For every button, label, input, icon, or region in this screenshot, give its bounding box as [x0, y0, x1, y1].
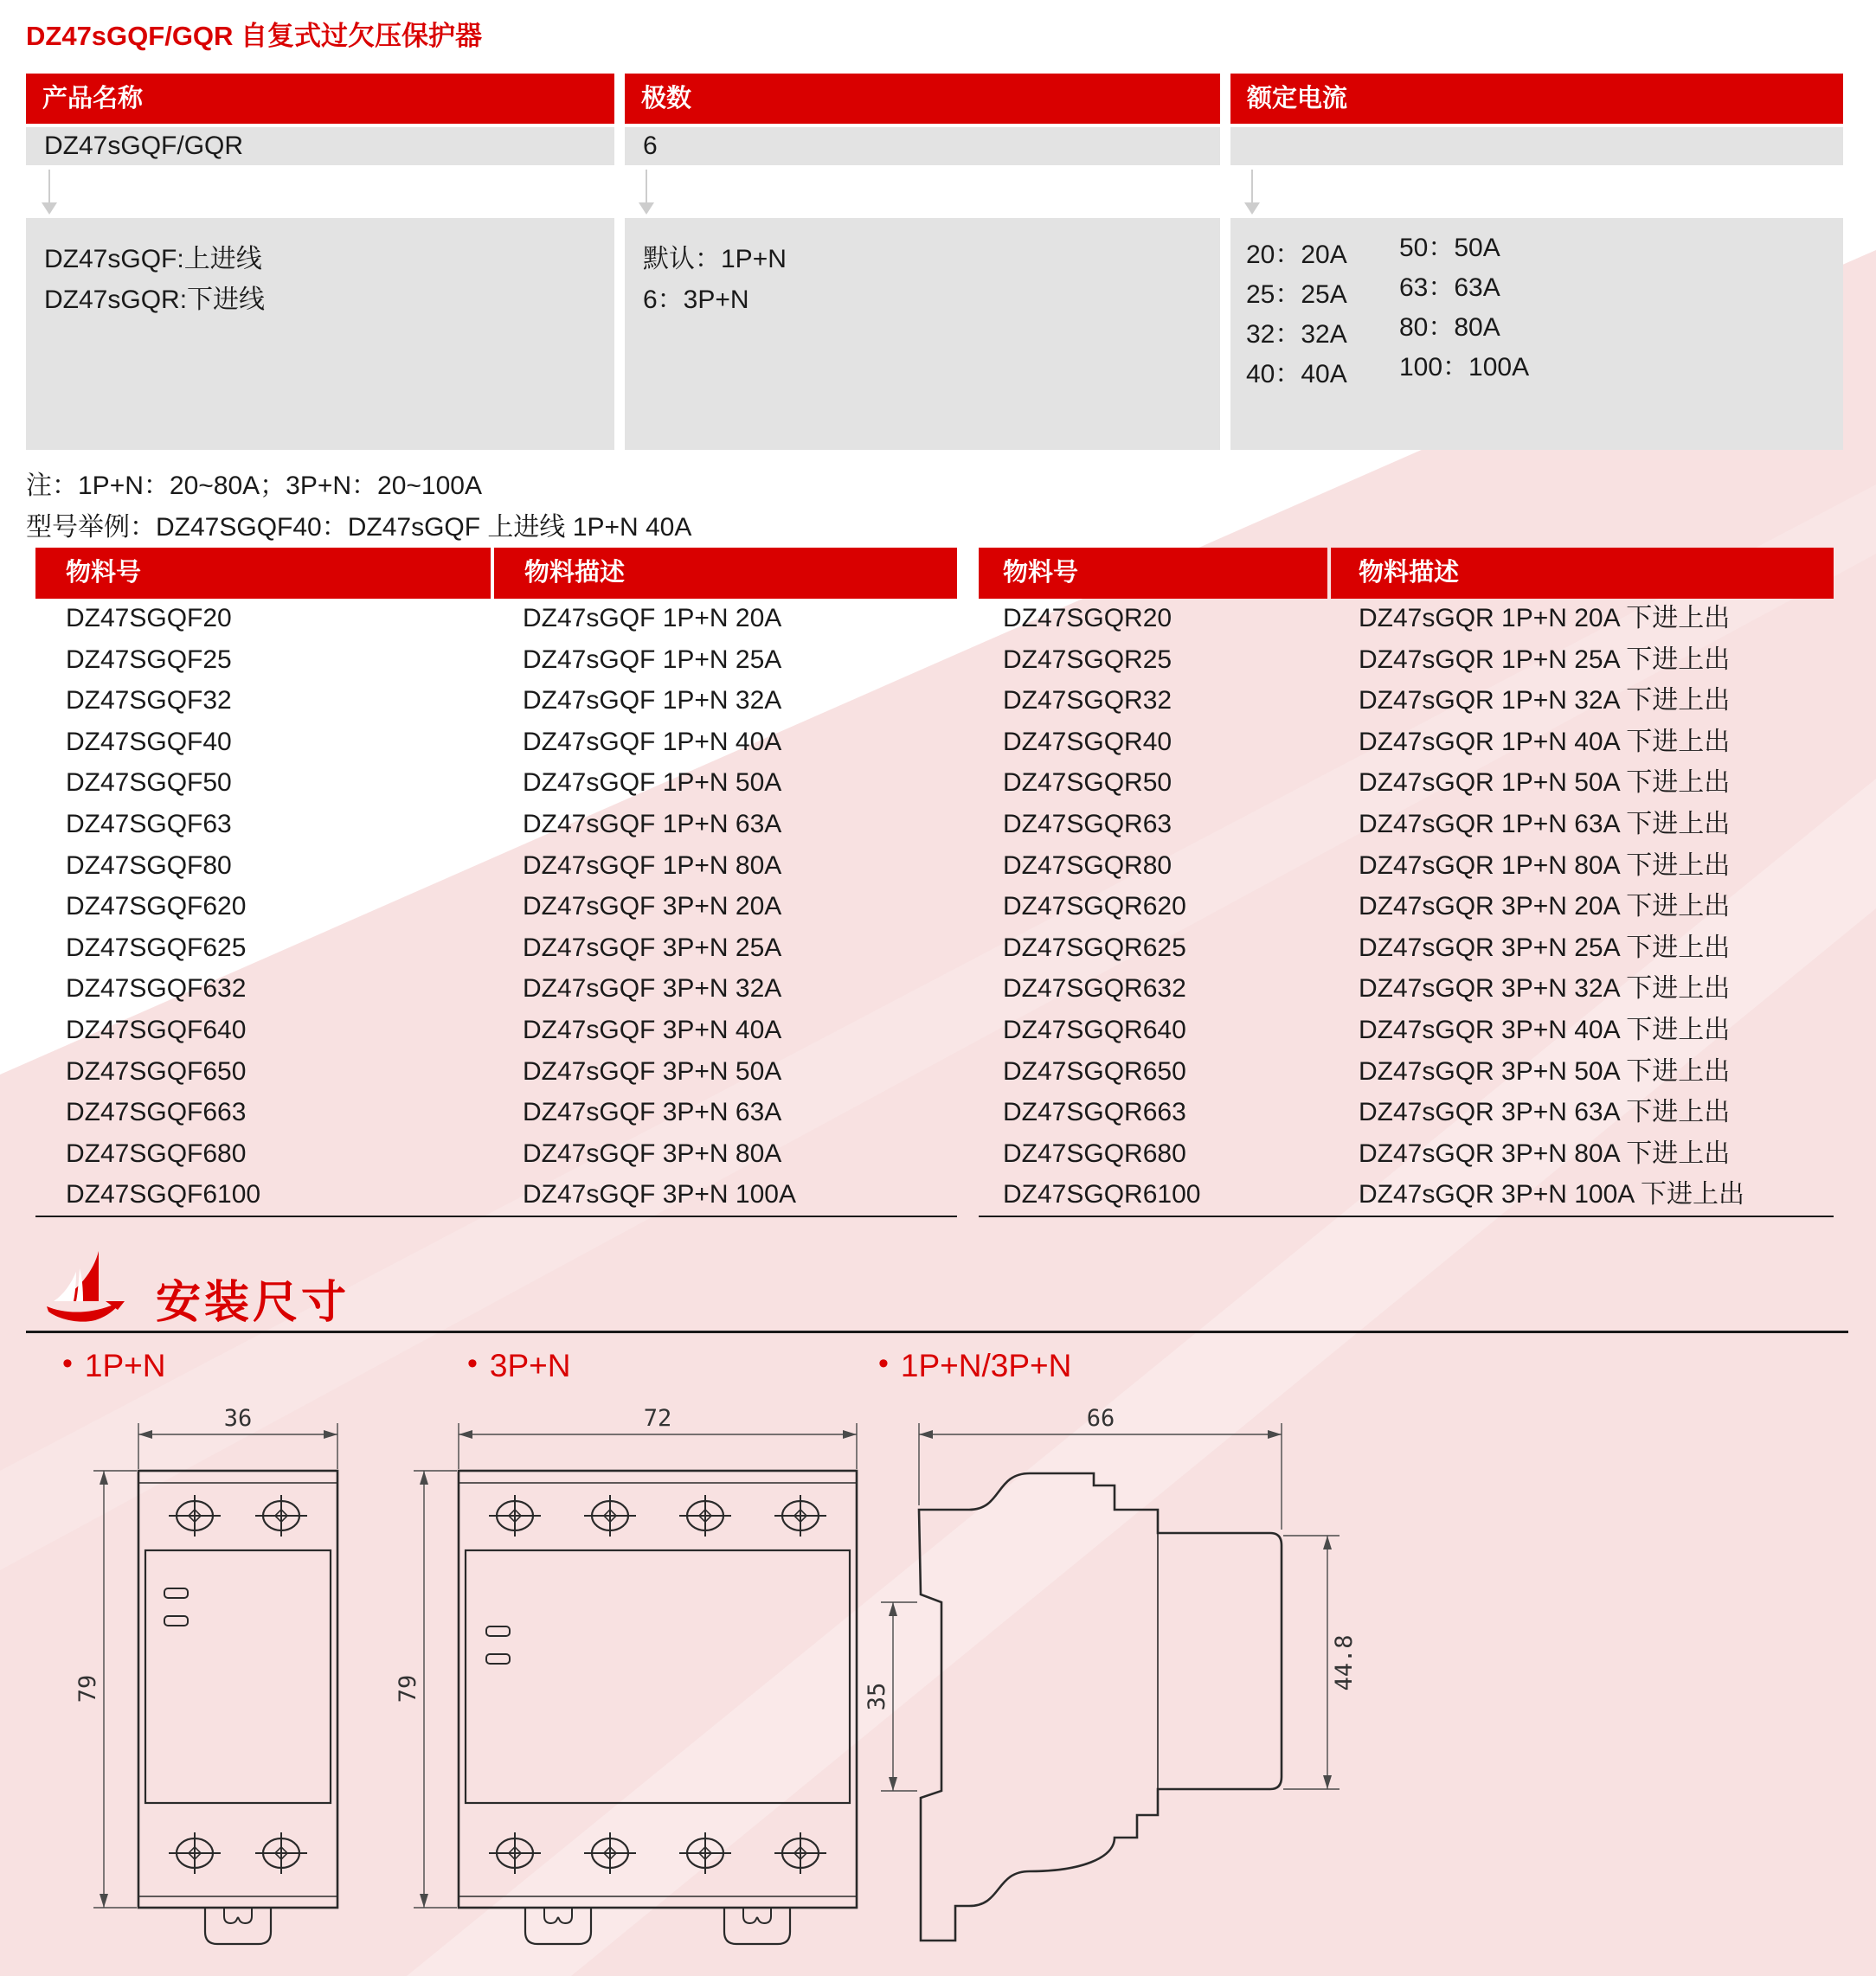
- table-row: [35, 762, 957, 804]
- spec-value-poles: 6: [625, 127, 1220, 165]
- material-code: DZ47SGQR640: [1003, 1015, 1186, 1044]
- rating-line: 50：50A: [1399, 234, 1500, 262]
- material-code: DZ47SGQF80: [66, 850, 232, 880]
- column-header-code: 物料号: [979, 548, 1327, 599]
- material-code: DZ47SGQR32: [1003, 686, 1172, 715]
- material-code: DZ47SGQF6100: [66, 1180, 261, 1209]
- table-row: [979, 1174, 1834, 1216]
- table-row: [979, 639, 1834, 681]
- dim-width-66: 66: [1086, 1405, 1115, 1432]
- material-desc: DZ47sGQR 1P+N 50A 下进上出: [1359, 768, 1731, 798]
- rating-line: 25：25A: [1246, 280, 1347, 309]
- table-row: [979, 968, 1834, 1010]
- table-row: [35, 804, 957, 845]
- drawing-side-profile: [864, 1405, 1358, 1941]
- spec-detail-line: DZ47sGQR:下进线: [44, 285, 266, 314]
- material-code: DZ47SGQF620: [66, 892, 247, 921]
- column-header-code: 物料号: [35, 548, 491, 599]
- material-code: DZ47SGQR625: [1003, 933, 1186, 962]
- material-desc: DZ47sGQR 1P+N 32A 下进上出: [1359, 686, 1731, 715]
- bullet-dot: •: [878, 1347, 889, 1380]
- material-desc: DZ47sGQF 3P+N 50A: [523, 1056, 782, 1086]
- dim-width-72: 72: [643, 1405, 672, 1432]
- material-code: DZ47SGQR6100: [1003, 1180, 1201, 1209]
- drawing-label-1pn: • 1P+N: [62, 1347, 166, 1383]
- rating-line: 20：20A: [1246, 241, 1347, 269]
- material-code: DZ47SGQF663: [66, 1098, 247, 1127]
- material-code: DZ47SGQR632: [1003, 974, 1186, 1004]
- drawing-1pn-front: [74, 1405, 337, 1944]
- table-row: [35, 927, 957, 969]
- page-title: DZ47sGQF/GQR 自复式过欠压保护器: [26, 21, 483, 51]
- table-row: [979, 845, 1834, 887]
- material-desc: DZ47sGQF 3P+N 20A: [523, 892, 782, 921]
- material-desc: DZ47sGQF 1P+N 50A: [523, 768, 782, 798]
- drawing-3pn-front: [395, 1405, 857, 1944]
- table-row: [35, 1051, 957, 1093]
- table-row: [35, 845, 957, 887]
- column-header-desc: 物料描述: [1331, 548, 1834, 599]
- table-row: [979, 762, 1834, 804]
- table-row: [35, 680, 957, 722]
- down-arrow-icon: [639, 170, 654, 215]
- spec-detail-line: DZ47sGQF:上进线: [44, 245, 262, 273]
- down-arrow-icon: [1244, 170, 1260, 215]
- material-code: DZ47SGQF640: [66, 1015, 247, 1044]
- table-underline: [979, 1216, 1834, 1217]
- table-row: [979, 1051, 1834, 1093]
- spec-value-current: [1230, 127, 1843, 165]
- table-row: [35, 722, 957, 763]
- material-desc: DZ47sGQR 3P+N 40A 下进上出: [1359, 1015, 1731, 1044]
- material-desc: DZ47sGQF 1P+N 40A: [523, 727, 782, 756]
- material-code: DZ47SGQR40: [1003, 727, 1172, 756]
- spec-column-poles: [625, 74, 1220, 165]
- bullet-dot: •: [467, 1347, 478, 1380]
- material-code: DZ47SGQF680: [66, 1139, 247, 1168]
- rating-line: 80：80A: [1399, 313, 1500, 342]
- spec-detail-product: [26, 218, 614, 450]
- material-desc: DZ47sGQR 1P+N 40A 下进上出: [1359, 727, 1731, 756]
- sailboat-logo-icon: [45, 1249, 128, 1327]
- dim-width-36: 36: [223, 1405, 253, 1432]
- material-desc: DZ47sGQF 3P+N 100A: [523, 1180, 796, 1209]
- table-row: [979, 1133, 1834, 1175]
- table-row: [979, 927, 1834, 969]
- material-desc: DZ47sGQF 1P+N 20A: [523, 604, 782, 632]
- dim-rail-35: 35: [864, 1682, 890, 1711]
- material-code: DZ47SGQF63: [66, 809, 232, 838]
- table-row: [35, 1133, 957, 1175]
- table-row: [35, 886, 957, 927]
- spec-header-poles: 极数: [625, 74, 1220, 124]
- spec-column-product: [26, 74, 614, 165]
- table-row: [979, 680, 1834, 722]
- material-code: DZ47SGQR63: [1003, 809, 1172, 838]
- material-desc: DZ47sGQF 3P+N 32A: [523, 974, 782, 1004]
- material-code: DZ47SGQR650: [1003, 1056, 1186, 1086]
- dimension-drawings: [0, 1384, 1876, 1976]
- bullet-dot: •: [62, 1347, 73, 1380]
- spec-value-product: DZ47sGQF/GQR: [26, 127, 614, 165]
- material-code: DZ47SGQF632: [66, 974, 247, 1004]
- material-desc: DZ47sGQR 3P+N 20A 下进上出: [1359, 892, 1731, 921]
- material-desc: DZ47sGQR 1P+N 80A 下进上出: [1359, 850, 1731, 880]
- rating-line: 100：100A: [1399, 353, 1530, 382]
- material-desc: DZ47sGQF 3P+N 80A: [523, 1139, 782, 1168]
- rating-line: 40：40A: [1246, 360, 1347, 388]
- spec-column-current: [1230, 74, 1843, 165]
- table-row: [979, 1010, 1834, 1051]
- note-line-2: 型号举例：DZ47SGQF40：DZ47sGQF 上进线 1P+N 40A: [26, 513, 692, 542]
- rating-line: 32：32A: [1246, 320, 1347, 349]
- material-code: DZ47SGQF40: [66, 727, 232, 756]
- material-desc: DZ47sGQR 3P+N 50A 下进上出: [1359, 1056, 1731, 1086]
- material-table-right-rows: [979, 598, 1834, 1216]
- material-code: DZ47SGQF25: [66, 645, 232, 674]
- material-table-right-header: [979, 548, 1834, 599]
- material-code: DZ47SGQF32: [66, 686, 232, 715]
- material-desc: DZ47sGQF 3P+N 25A: [523, 933, 782, 962]
- spec-detail-line: 默认：1P+N: [643, 245, 787, 273]
- material-desc: DZ47sGQF 3P+N 40A: [523, 1015, 782, 1044]
- spec-header-current: 额定电流: [1230, 74, 1843, 124]
- material-desc: DZ47sGQR 1P+N 20A 下进上出: [1359, 604, 1731, 632]
- drawing-label-3pn: • 3P+N: [467, 1347, 571, 1383]
- note-line-1: 注：1P+N：20~80A；3P+N：20~100A: [26, 472, 482, 500]
- material-desc: DZ47sGQR 3P+N 25A 下进上出: [1359, 933, 1731, 962]
- table-row: [35, 639, 957, 681]
- material-desc: DZ47sGQF 1P+N 63A: [523, 809, 782, 838]
- material-desc: DZ47sGQR 1P+N 25A 下进上出: [1359, 645, 1731, 674]
- dim-height-79: 79: [74, 1674, 101, 1703]
- material-desc: DZ47sGQF 1P+N 80A: [523, 850, 782, 880]
- table-row: [979, 886, 1834, 927]
- ratings-list-right: [1399, 228, 1529, 388]
- drawing-label-side: • 1P+N/3P+N: [878, 1347, 1072, 1383]
- material-desc: DZ47sGQR 3P+N 80A 下进上出: [1359, 1139, 1731, 1168]
- table-row: [35, 1010, 957, 1051]
- material-code: DZ47SGQR620: [1003, 892, 1186, 921]
- material-code: DZ47SGQF650: [66, 1056, 247, 1086]
- spec-header-product: 产品名称: [26, 74, 614, 124]
- material-desc: DZ47sGQR 3P+N 63A 下进上出: [1359, 1098, 1731, 1127]
- table-row: [35, 1092, 957, 1133]
- rating-line: 63：63A: [1399, 273, 1500, 302]
- section-divider: [26, 1331, 1848, 1333]
- material-desc: DZ47sGQF 3P+N 63A: [523, 1098, 782, 1127]
- material-code: DZ47SGQR25: [1003, 645, 1172, 674]
- material-code: DZ47SGQR20: [1003, 604, 1172, 632]
- table-row: [35, 968, 957, 1010]
- section-title: 安装尺寸: [156, 1278, 350, 1328]
- material-code: DZ47SGQR50: [1003, 768, 1172, 798]
- spec-detail-line: 6：3P+N: [643, 285, 749, 314]
- table-row: [979, 1092, 1834, 1133]
- dim-height-79: 79: [395, 1674, 421, 1703]
- dim-depth-44-8: 44.8: [1331, 1634, 1358, 1691]
- table-row: [979, 598, 1834, 639]
- material-code: DZ47SGQR680: [1003, 1139, 1186, 1168]
- table-underline: [35, 1216, 957, 1217]
- material-desc: DZ47sGQR 3P+N 32A 下进上出: [1359, 974, 1731, 1004]
- spec-detail-poles: [625, 218, 1220, 450]
- table-row: [979, 722, 1834, 763]
- material-desc: DZ47sGQF 1P+N 25A: [523, 645, 782, 674]
- ratings-list-left: [1246, 235, 1347, 395]
- material-desc: DZ47sGQR 3P+N 100A 下进上出: [1359, 1180, 1744, 1209]
- material-code: DZ47SGQF20: [66, 604, 232, 632]
- table-row: [35, 598, 957, 639]
- material-code: DZ47SGQR80: [1003, 850, 1172, 880]
- material-table-left-rows: [35, 598, 957, 1216]
- table-row: [35, 1174, 957, 1216]
- down-arrow-icon: [42, 170, 57, 215]
- material-code: DZ47SGQR663: [1003, 1098, 1186, 1127]
- column-header-desc: 物料描述: [494, 548, 957, 599]
- table-row: [979, 804, 1834, 845]
- material-table-left-header: [35, 548, 957, 599]
- material-code: DZ47SGQF50: [66, 768, 232, 798]
- material-desc: DZ47sGQF 1P+N 32A: [523, 686, 782, 715]
- material-code: DZ47SGQF625: [66, 933, 247, 962]
- material-desc: DZ47sGQR 1P+N 63A 下进上出: [1359, 809, 1731, 838]
